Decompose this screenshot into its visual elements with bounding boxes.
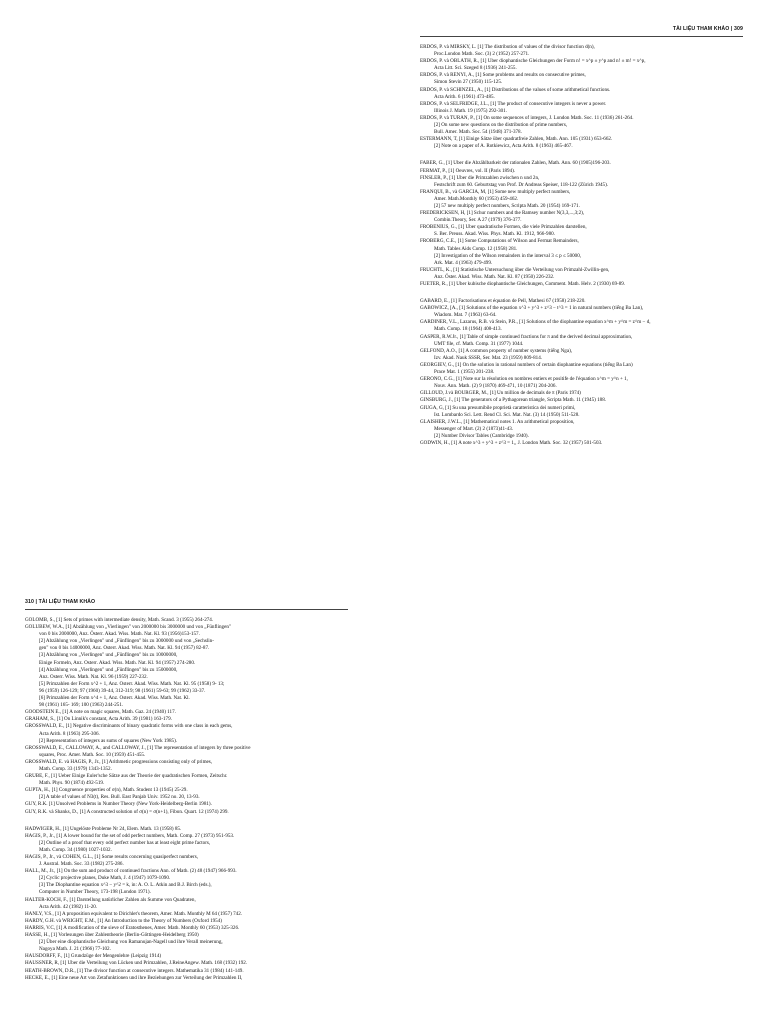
reference-entry (420, 224, 750, 238)
reference-text: GOLUBEW, W.A., [1] Abzählung von „Vierlingen" von 2000000 bis 3000000 und von „Fünflingen" (25, 624, 231, 631)
reference-entry (25, 773, 355, 787)
reference-entry (420, 348, 750, 362)
reference-entry (420, 168, 750, 175)
reference-entry (25, 826, 355, 833)
reference-continuation: Acta Litt. Sci. Szeged 8 (1936) 241-255. (434, 65, 517, 72)
reference-continuation: [2] 57 new multiply perfect numbers, Scripta Math. 20 (1954) 169-171. (434, 202, 580, 209)
reference-entry (420, 160, 750, 167)
reference-continuation: Simon Stevin 27 (1950) 115-125. (434, 79, 503, 86)
reference-entry (25, 854, 355, 868)
reference-continuation: [2] Number Divisor Tables (Cambridge 1940). (434, 432, 529, 439)
reference-entry (25, 953, 355, 960)
reference-text: FINSLER, P., [1] Über die Primzahlen zwischen n und 2n, (420, 174, 540, 181)
reference-text: ESTERMANN, T, [1] Einige Sätze über quadratfreie Zahlen, Math. Ann. 105 (1931) 653-662. (420, 136, 613, 143)
reference-entry (25, 897, 355, 911)
reference-continuation: Acta Arith. 8 (1963) 295-306. (39, 730, 100, 737)
reference-entry (420, 175, 750, 189)
reference-text: GROSSWALD, E. và HAGIS, P., Jr., [1] Arithmetic progressions consisting only of primes, (25, 758, 213, 765)
reference-entry (420, 253, 750, 260)
reference-text: HEATH-BROWN, D.R., [1] The divisor function at consecutive integers. Mathematika 31 (1984) 141-149. (25, 967, 244, 974)
reference-continuation: Messenger of Mart. (2) 2 (1873)41-43. (434, 425, 514, 432)
reference-entry (25, 702, 355, 709)
reference-entry (25, 960, 355, 967)
reference-continuation: squares, Proc. Amer. Math. Soc. 10 (1959) 451-455. (39, 751, 146, 758)
reference-entry (420, 267, 750, 281)
reference-entry (420, 433, 750, 440)
reference-entry (25, 968, 355, 975)
reference-text: GILLOUD, J.và BOURGER, M., [1] Un million de decimals de π (Paris 1974) (420, 390, 581, 397)
reference-entry (420, 281, 750, 288)
reference-entry (25, 674, 355, 681)
reference-entry (420, 260, 750, 267)
reference-text: ERDŐS, P. và OBLÁTH, R., [1] Über diophantische Gleichungen der Form n! = x^p ± y^p and n! ± m! = x^p, (420, 58, 646, 65)
reference-continuation: [2] Cyclic projective planes, Duke Math, J. 4 (1947) 1079-1090. (39, 875, 171, 882)
reference-text: HALL, M., Jr., [1] On the sum and product of continued fractions Ann. of Math. (2) 48 (1947) 966-993. (25, 868, 237, 875)
reference-continuation: Izv. Akad. Nauk SSSR, Ser. Mat. 23 (1959) 809-814. (434, 354, 543, 361)
reference-continuation: [3] The Diophantine equation x^3 − y^2 = k, in: A. O. L. Atkin and B.J. Birch (eds.), (39, 882, 212, 889)
reference-entry (25, 645, 355, 652)
reference-entry (25, 688, 355, 695)
reference-entry (25, 946, 355, 953)
letter-group-gap (25, 816, 355, 826)
reference-continuation: Bull. Amer. Math. Soc. 54 (1948) 371-378. (434, 129, 522, 136)
reference-entry (25, 889, 355, 896)
reference-continuation: Nagoya Math. J. 21 (1966) 77-102. (39, 946, 111, 953)
reference-text: HAGIS, P., Jr., và COHEN, G.L., [1] Some results concerning quasiperfect numbers, (25, 854, 199, 860)
letter-group-gap (420, 150, 750, 160)
letter-group-gap (420, 288, 750, 298)
reference-text: GOLOMB, S., [1] Sets of primes with intermediate density, Math. Scand. 3 (1955) 264-274. (25, 617, 214, 623)
reference-continuation: Computer in Number Theory, 173-198 (London 1971). (39, 889, 151, 896)
reference-entry (25, 759, 355, 773)
reference-continuation: UMT file, cf. Math. Comp. 31 (1977) 1044. (434, 340, 524, 347)
reference-continuation: [5] Primzahlen der Form x^2 + 1, Anz. Österr. Akad. Wiss. Math. Nat. Kl. 95 (1958) 9- 13; (39, 680, 225, 687)
reference-text: HAUSSNER, R, [1] Über die Verteilung von Lücken und Primzahlen, J.ReineAngew. Math. 168 (1932) 192. (25, 960, 248, 967)
reference-text: GRAHAM, S., [1] On Linnik's constant, Acta Arith. 39 (1981) 163-179. (25, 716, 172, 723)
reference-entry (25, 787, 355, 794)
reference-text: HASSE, H., [1] Vorlesungen über Zahlentheorie (Berlin-Göttingen-Heidelberg 1950) (25, 932, 199, 939)
reference-continuation: [2] Outline of a proof that every odd perfect number has at least eight prime factors, (39, 839, 211, 846)
reference-entry (420, 203, 750, 210)
reference-entry (25, 801, 355, 808)
reference-entry (25, 709, 355, 716)
reference-entry (420, 87, 750, 101)
reference-continuation: Math. Phys. 90 (1874) 492-519. (39, 780, 105, 787)
reference-entry (25, 975, 355, 982)
reference-continuation: Festschrift zum 60. Geburtstag von Prof. Dr Andreas Speiser, 118-122 (Zürich 1945). (434, 181, 609, 188)
reference-text: FRANQUI, B., và GARCIA, M, [1] Some new multiply perfect numbers, (420, 188, 571, 195)
reference-continuation: Nouv. Ann. Math. (2) 9 (1870) 469-471, 10 (1871) 204-206. (434, 383, 557, 390)
reference-continuation: [2] On some new questions on the distribution of prime numbers, (434, 122, 568, 129)
reference-entry (25, 847, 355, 854)
reference-text: HADWIGER, H., [1] Ungelöste Probleme Nr 24, Elem. Math. 13 (1958) 85. (25, 825, 182, 832)
reference-text: GUY, R.K. và Shanks, D., [1] A constructed solution of σ(n) = σ(n+1), Fibon. Quart. 12 (1974) 299. (25, 808, 229, 815)
reference-text: FERMAT, P., [1] Oeuvres, vol. II (Paris 1894). (420, 167, 516, 174)
reference-entry (420, 405, 750, 419)
reference-entry (25, 638, 355, 645)
reference-text: FREDERICKSEN, H, [1] Schur numbers and the Ramsey number N(3,3,...,3;2), (420, 210, 585, 217)
reference-entry (25, 738, 355, 745)
reference-continuation: [2] Über eine diophantische Gleichung von Ramanujan-Nagell und ihre Verall meinerung, (39, 939, 223, 946)
reference-entry (25, 624, 355, 638)
reference-list (25, 617, 355, 982)
reference-entry (25, 745, 355, 759)
reference-text: GASPER, R.W.Jr., [1] Table of simple continued fractions for π and the derived decimal approximation, (420, 333, 633, 340)
reference-text: FABER, G., [1] Über die Abzählbarkeit der rationalen Zahlen, Math. Ann. 60 (1905)196-203. (420, 160, 611, 167)
reference-entry (420, 58, 750, 72)
reference-continuation: [4] Abzählung von „Vierlingen" und „Fünflingen" bis zu 15000000, (39, 666, 178, 673)
reference-entry (420, 115, 750, 129)
reference-entry (420, 334, 750, 348)
reference-text: ERDŐS, P. và MIRSKY, L. [1] The distribution of values of the divisor function d(n), (420, 44, 595, 50)
reference-text: ERDŐS, P. và TURÁN, P., [1] On some sequences of integers, J. London Math. Soc. 11 (1936) 261-264. (420, 114, 634, 121)
reference-text: GLAISHER, J.W.L., [1] Mathematical notes 1. An arithmetical proposition, (420, 418, 575, 425)
reference-continuation: [2] Investigation of the Wilson remainders in the interval 3 ≤ p ≤ 50000, (434, 252, 582, 259)
reference-text: GROSSWALD, E., [1] Negative discriminants of binary quadratic forms with one class in each gems, (25, 723, 233, 730)
reference-text: HARRIS, V.C, [1] A modification of the sieve of Eratosthenes, Amer. Math. Monthly 60 (1953) 325-326. (25, 924, 240, 931)
reference-text: ERDŐS, P. và RÉNYI, A., [1] Some problems and results on consecutive primes, (420, 72, 586, 79)
reference-entry (420, 298, 750, 305)
reference-text: HANLY, V.S., [1] A proposition equivalent to Dirichlet's theorem, Amer. Math. Monthly M 64 (1957) 742. (25, 910, 243, 917)
reference-continuation: S. Ber. Preuss. Akad. Wiss. Phys. Math. Kl. 1912, 966-980. (434, 231, 555, 238)
reference-entry (25, 932, 355, 946)
reference-entry (25, 681, 355, 688)
reference-entry (420, 390, 750, 397)
running-header: 310 | TÀI LIỆU THAM KHẢO (25, 599, 96, 605)
reference-continuation: Ark. Mat. 4 (1963) 479-499. (434, 259, 493, 266)
reference-entry (25, 716, 355, 723)
reference-continuation: Illinois J. Math. 19 (1975) 292-301. (434, 107, 508, 114)
reference-continuation: Combin.Theory, Ser. A 27 (1979) 376-377. (434, 217, 522, 224)
header-rule (25, 609, 348, 610)
reference-entry (420, 210, 750, 224)
reference-text: GOODSTEIN E., [1] A note on magic squares, Math. Gaz. 24 (1940) 117. (25, 709, 176, 716)
reference-entry (25, 911, 355, 918)
reference-continuation: [2] Representation of integers as sums of squares (New York 1985). (39, 737, 178, 744)
reference-continuation: Acta Arith. 6 (1961) 473-485. (434, 93, 495, 100)
reference-entry (25, 925, 355, 932)
reference-entry (25, 667, 355, 674)
reference-entry (420, 305, 750, 319)
reference-continuation: gen" von 0 bis 14000000, Anz. Österr. Akad. Wiss. Math. Nat. Kl. 94 (1957) 82-87. (39, 645, 210, 652)
reference-continuation: [2] A table of values of N3(t), Res. Bull. East Panjab Univ. 1952 no. 20, 13-93. (39, 794, 200, 801)
reference-text: ERDŐS, P. và SCHINZEL, A., [1] Distributions of the values of some arithmetical functions. (420, 86, 611, 93)
reference-entry (420, 101, 750, 115)
reference-text: FROBENIUS, G., [1] Über quadratische Formen, die viele Primzahlen darstellen, (420, 224, 587, 231)
reference-text: HARDY, G.H. và WRIGHT, E.M., [1] An Introduction to the Theory of Numbers (Oxford 1954) (25, 917, 222, 924)
reference-entry (420, 238, 750, 252)
reference-continuation: Prace Mat. 1 (1955) 201-238. (434, 369, 495, 376)
reference-text: FUETER, R., [1] Über kubische diophantische Gleichungen, Comment. Math. Helv. 2 (1930) 69-89. (420, 281, 626, 287)
reference-continuation: Anz. Öster. Akad. Wiss. Math. Nat. Kl. 87 (1950) 226-232. (434, 273, 555, 280)
reference-text: HECKE, E., [1] Eine neue Art von Zetafunktionen und ihre Beziehungen zur Verteilung der Primzahlen II, (25, 974, 243, 981)
reference-continuation: von 0 bis 2000000, Anz. Österr. Akad. Wiss. Math. Nat. Kl. 93 (1956)153-157. (39, 631, 200, 638)
running-header: TÀI LIỆU THAM KHẢO | 309 (672, 26, 743, 32)
header-rule (420, 36, 743, 37)
reference-entry (420, 419, 750, 433)
reference-entry (25, 809, 355, 816)
reference-entry (25, 868, 355, 882)
reference-text: GROSSWALD, E., CALLOWAY, A., and CALLOWAY, J., [1] The representation of integers by three positive (25, 744, 251, 751)
reference-entry (420, 129, 750, 136)
reference-continuation: [3] Abzählung von „Vierlingen" und „Fünflingen" bis zu 10000000, (39, 652, 178, 659)
reference-continuation: 96 (1959) 126-129; 97 (1960) 39-44, 312-319; 98 (1961) 59-63; 99 (1962) 33-37. (39, 687, 206, 694)
page-310 (0, 568, 768, 1024)
reference-continuation: Math. Comp. 33 (1979) 1343-1352. (39, 765, 112, 772)
reference-text: FRÖBERG, C.E., [1] Some Computations of Wilson and Fermat Remainders, (420, 238, 579, 245)
reference-continuation: Math. Tables Aids Comp. 12 (1958) 281. (434, 245, 518, 252)
reference-continuation: J. Austral. Math. Soc. 33 (1982) 275-286. (39, 861, 124, 868)
reference-text: GABARD, E., [1] Factorisations et équation de Pell, Mathesi 67 (1958) 218-220. (420, 298, 586, 305)
reference-text: GIUGA, G, [1] Su una presumibile proprietà caratteristica dei numeri primi, (420, 404, 576, 411)
reference-entry (25, 660, 355, 667)
reference-entry (25, 617, 355, 624)
reference-text: HAUSDORFF, F., [1] Grundzüge der Mengenlehre (Leipzig 1914) (25, 953, 162, 960)
reference-text: ERDŐS, P. và SELFRIDGE, J.L., [1] The product of consecutive integers is never a power. (420, 100, 607, 107)
reference-text: HAGIS, P., Jr., [1] A lower bound for the set of odd perfect numbers, Math. Comp. 27 (1973) 951-953. (25, 832, 235, 839)
reference-entry (420, 440, 750, 447)
reference-text: GERONO, C.G., [1] Note sur la résolution en nombres entiers et positife de l'équation x^m = y^n + 1, (420, 376, 628, 383)
reference-entry (420, 362, 750, 376)
reference-entry (25, 882, 355, 889)
reference-text: GUPTA, H., [1] Congruence properties of σ(n), Math. Student 13 (1945) 25-29. (25, 787, 188, 794)
reference-continuation: [6] Primzahlen der Form x^4 + 1, Anz. Österr. Akad. Wiss. Math. Nat. Kl. (39, 695, 190, 702)
reference-entry (420, 44, 750, 58)
reference-text: GABOWICZ, [A., [1] Solutions of the equation x^3 + y^3 + z^3 − t^3 = 1 in natural numbers (tiếng Ba Lan), (420, 305, 644, 312)
reference-entry (420, 189, 750, 203)
reference-continuation: Amer. Math.Monthly 60 (1953) 459-462. (434, 195, 519, 202)
reference-entry (25, 918, 355, 925)
reference-list (420, 44, 750, 447)
reference-text: GINSBURG, J., [1] The generators of a Pythagorean triangle, Scripta Math. 11 (1945) 188. (420, 397, 607, 404)
reference-continuation: Proc.London Math. Soc. (3) 2 (1952) 257-271. (434, 51, 530, 58)
reference-continuation: Ist. Lombardo Sci. Lett. Rend Cl. Sci. Mat. Nat. (3) 14 (1950) 511-528. (434, 411, 580, 418)
reference-entry (25, 695, 355, 702)
reference-text: GODWIN, H., [1] A note x^3 + y^3 + z^3 = 1,, J. London Math. Soc. 32 (1957) 501-503. (420, 439, 603, 446)
reference-entry (25, 833, 355, 847)
reference-entry (420, 136, 750, 150)
reference-continuation: Acta Arith. 42 (1982) 11-20. (39, 903, 98, 910)
reference-entry (25, 652, 355, 659)
reference-text: GEORGIEV, G., [1] On the solution in rational numbers of certain diophantine equations (tiếng Ba Lan) (420, 361, 633, 368)
reference-continuation: Math. Comp. 34 (1980) 1027-1032. (39, 846, 112, 853)
reference-text: GRUBE, F., [1] Ueber Einige Euler'sche Sätze aus der Theorie der quadratischen Formen, Zeitschr. (25, 773, 228, 780)
reference-text: GARDINER, V.L., Lazarus, R.B. và Stein, P.R., [1] Solutions of the diophantine equation x^m + y^m = z^m − d, (420, 319, 651, 326)
reference-continuation: [2] Note on a paper of A. Rotkiewicz, Acta Arith. 8 (1963) 465-467. (434, 143, 573, 150)
reference-entry (25, 794, 355, 801)
reference-continuation: Anz. Österr. Wiss. Math. Nat. Kl. 96 (1959) 227-232. (39, 673, 148, 680)
reference-continuation: Einige Formeln, Anz. Österr. Akad. Wiss. Math. Nat. Kl. 94 (1957) 274-280. (39, 659, 196, 666)
reference-entry (420, 319, 750, 333)
reference-entry (420, 397, 750, 404)
reference-continuation: [2] Abzählung von „Vierlingen" und „Fünflingen" bis zu 3000000 und von „Sechslin- (39, 638, 214, 645)
reference-entry (420, 72, 750, 86)
reference-continuation: 98 (1961) 165- 169; 100 (1963) 244-251. (39, 702, 124, 709)
reference-text: FRÜCHTL, K., [1] Statistische Untersuchung über die Verteilung von Primzahl-Zwillin-gen, (420, 266, 610, 273)
reference-text: HALTER-KOCH, F., [1] Darstellung natürlicher Zahlen als Summe von Quadraten, (25, 896, 196, 903)
reference-continuation: Wiadom. Mat. 7 (1963) 63-64. (434, 312, 497, 319)
reference-entry (25, 723, 355, 737)
reference-entry (420, 376, 750, 390)
reference-text: GELFOND, A.O., [1] A common property of number systems (tiếng Nga), (420, 347, 573, 354)
reference-text: GUY, R.K. [1] Unsolved Problems in Number Theory (New York-Heidelberg-Berlin 1981). (25, 801, 212, 808)
reference-continuation: Math. Comp. 18 (1964) 408-413. (434, 326, 502, 333)
